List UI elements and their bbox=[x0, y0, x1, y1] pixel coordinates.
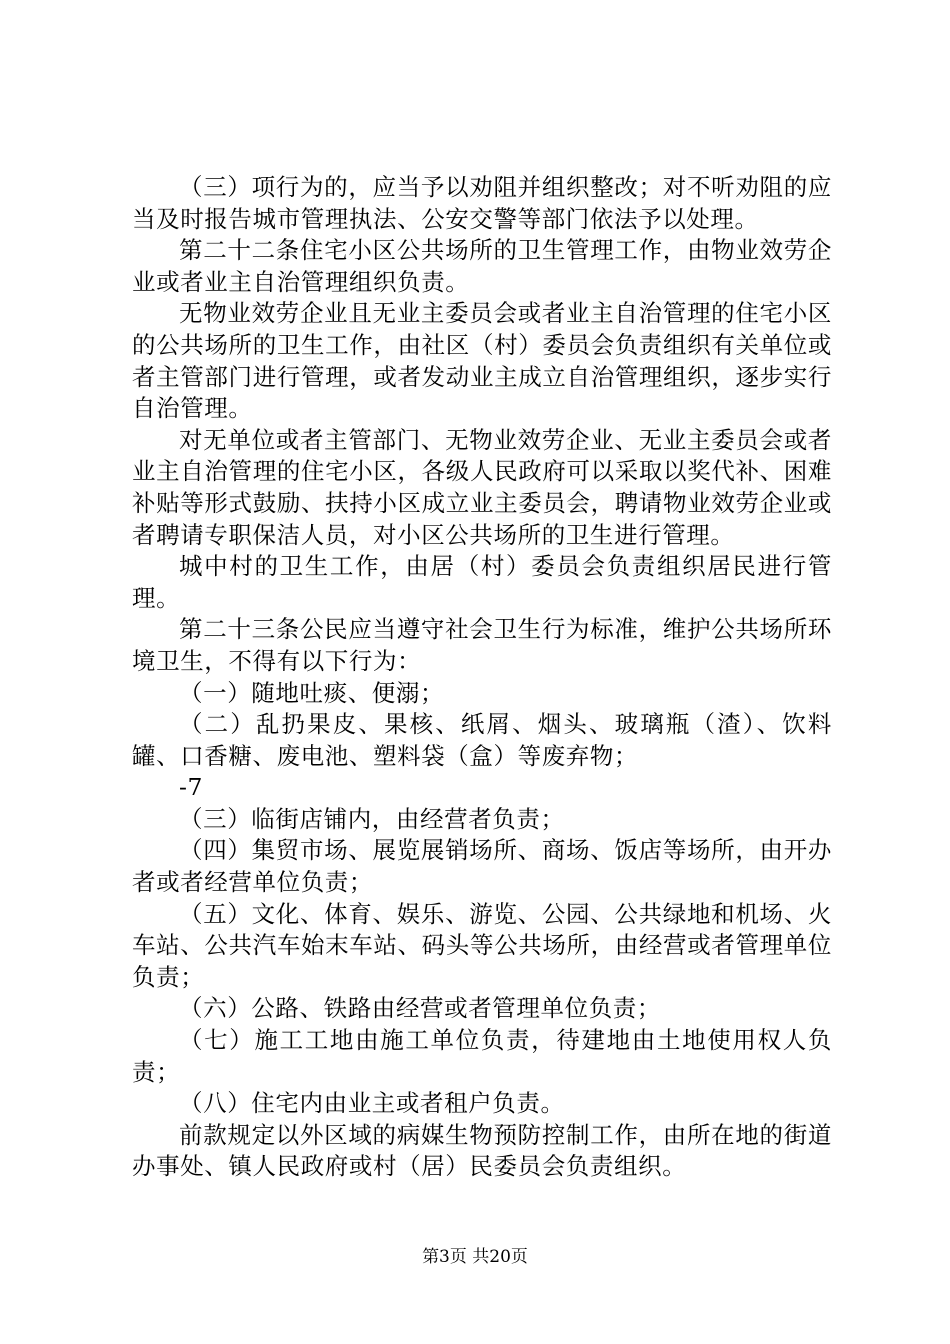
page-number-footer: 第3页 共20页 bbox=[422, 1247, 528, 1267]
paragraph: 第二十二条住宅小区公共场所的卫生管理工作，由物业效劳企业或者业主自治管理组织负责。 bbox=[132, 236, 832, 296]
paragraph: （三）项行为的，应当予以劝阻并组织整改；对不听劝阻的应当及时报告城市管理执法、公安交警等部门依法予以处理。 bbox=[132, 173, 832, 233]
paragraph: （七）施工工地由施工单位负责，待建地由土地使用权人负责； bbox=[132, 1026, 832, 1086]
paragraph: 第二十三条公民应当遵守社会卫生行为标准，维护公共场所环境卫生，不得有以下行为： bbox=[132, 615, 832, 675]
paragraph: 对无单位或者主管部门、无物业效劳企业、无业主委员会或者业主自治管理的住宅小区，各级人民政府可以采取以奖代补、困难补贴等形式鼓励、扶持小区成立业主委员会，聘请物业效劳企业或者聘请专职保洁人员，对小区公共场所的卫生进行管理。 bbox=[132, 425, 832, 549]
paragraph: （一）随地吐痰、便溺； bbox=[179, 678, 445, 707]
paragraph: 无物业效劳企业且无业主委员会或者业主自治管理的住宅小区的公共场所的卫生工作，由社区（村）委员会负责组织有关单位或者主管部门进行管理，或者发动业主成立自治管理组织，逐步实行自治管理。 bbox=[132, 299, 832, 423]
paragraph: （八）住宅内由业主或者租户负责。 bbox=[179, 1089, 565, 1118]
document-body bbox=[132, 172, 832, 1183]
paragraph: （五）文化、体育、娱乐、游览、公园、公共绿地和机场、火车站、公共汽车始末车站、码头等公共场所，由经营或者管理单位负责； bbox=[132, 899, 832, 991]
paragraph: （四）集贸市场、展览展销场所、商场、饭店等场所，由开办者或者经营单位负责； bbox=[132, 836, 832, 897]
page-marker: -7 bbox=[179, 773, 204, 802]
paragraph: （二）乱扔果皮、果核、纸屑、烟头、玻璃瓶（渣）、饮料罐、口香糖、废电池、塑料袋（盒）等废弃物； bbox=[132, 710, 832, 770]
paragraph: 前款规定以外区域的病媒生物预防控制工作，由所在地的街道办事处、镇人民政府或村（居）民委员会负责组织。 bbox=[132, 1120, 832, 1181]
paragraph: （六）公路、铁路由经营或者管理单位负责； bbox=[179, 994, 661, 1023]
paragraph: （三）临街店铺内，由经营者负责； bbox=[179, 804, 565, 833]
paragraph: 城中村的卫生工作，由居（村）委员会负责组织居民进行管理。 bbox=[132, 552, 832, 612]
